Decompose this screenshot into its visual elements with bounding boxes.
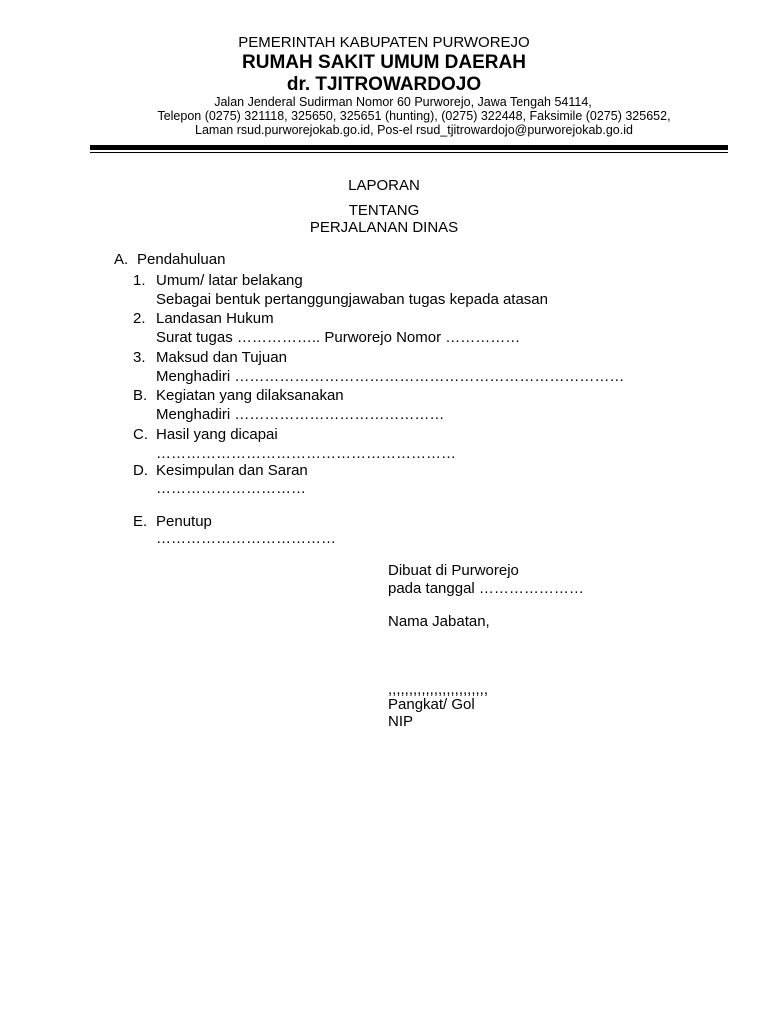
section-e-title: Penutup xyxy=(156,513,212,530)
letterhead-hospital-director-name: dr. TJITROWARDOJO xyxy=(286,74,482,95)
report-subject: PERJALANAN DINAS xyxy=(309,219,459,236)
section-b-text: Menghadiri …………………………………… xyxy=(156,406,445,423)
section-a2-title: Landasan Hukum xyxy=(156,310,274,327)
section-e-text: ……………………………… xyxy=(156,530,336,547)
signature-position: Nama Jabatan, xyxy=(388,613,490,630)
section-a2-marker: 2. xyxy=(133,310,146,327)
letterhead-address: Jalan Jenderal Sudirman Nomor 60 Purworejo, Jawa Tengah 54114, xyxy=(214,95,592,109)
section-c-title: Hasil yang dicapai xyxy=(156,426,278,443)
section-a1-text: Sebagai bentuk pertanggungjawaban tugas kepada atasan xyxy=(156,291,548,308)
letterhead-phone: Telepon (0275) 321118, 325650, 325651 (hunting), (0275) 322448, Faksimile (0275) 325652, xyxy=(157,109,671,123)
signature-place: Dibuat di Purworejo xyxy=(388,562,519,579)
section-e-marker: E. xyxy=(133,513,148,530)
signature-nip: NIP xyxy=(388,713,414,730)
section-a3-marker: 3. xyxy=(133,349,146,366)
section-a1-marker: 1. xyxy=(133,272,146,289)
section-a2-text: Surat tugas …………….. Purworejo Nomor …………… xyxy=(156,329,521,346)
section-d-title: Kesimpulan dan Saran xyxy=(156,462,308,479)
section-a3-title: Maksud dan Tujuan xyxy=(156,349,287,366)
section-b-marker: B. xyxy=(133,387,148,404)
section-c-text: …………………………………………………… xyxy=(156,445,456,462)
signature-name-placeholder: ,,,,,,,,,,,,,,,,,,,,,,,, xyxy=(388,681,489,698)
letterhead-hospital-name: RUMAH SAKIT UMUM DAERAH xyxy=(242,52,526,73)
section-d-text: ………………………… xyxy=(156,480,306,497)
letterhead-divider-thin xyxy=(90,152,728,153)
report-subtitle-about: TENTANG xyxy=(348,202,420,219)
letterhead-web-email: Laman rsud.purworejokab.go.id, Pos-el rsud_tjitrowardojo@purworejokab.go.id xyxy=(195,123,633,137)
signature-rank: Pangkat/ Gol xyxy=(388,696,475,713)
report-title: LAPORAN xyxy=(348,177,420,194)
letterhead-divider-thick xyxy=(90,145,728,150)
section-a3-text: Menghadiri …………………………………………………………………… xyxy=(156,368,625,385)
section-c-marker: C. xyxy=(133,426,148,443)
section-b-title: Kegiatan yang dilaksanakan xyxy=(156,387,344,404)
section-a-marker: A. xyxy=(114,251,129,268)
letterhead-government: PEMERINTAH KABUPATEN PURWOREJO xyxy=(238,34,530,51)
section-a-title: Pendahuluan xyxy=(137,251,226,268)
signature-date: pada tanggal ………………… xyxy=(388,580,584,597)
section-d-marker: D. xyxy=(133,462,148,479)
section-a1-title: Umum/ latar belakang xyxy=(156,272,303,289)
